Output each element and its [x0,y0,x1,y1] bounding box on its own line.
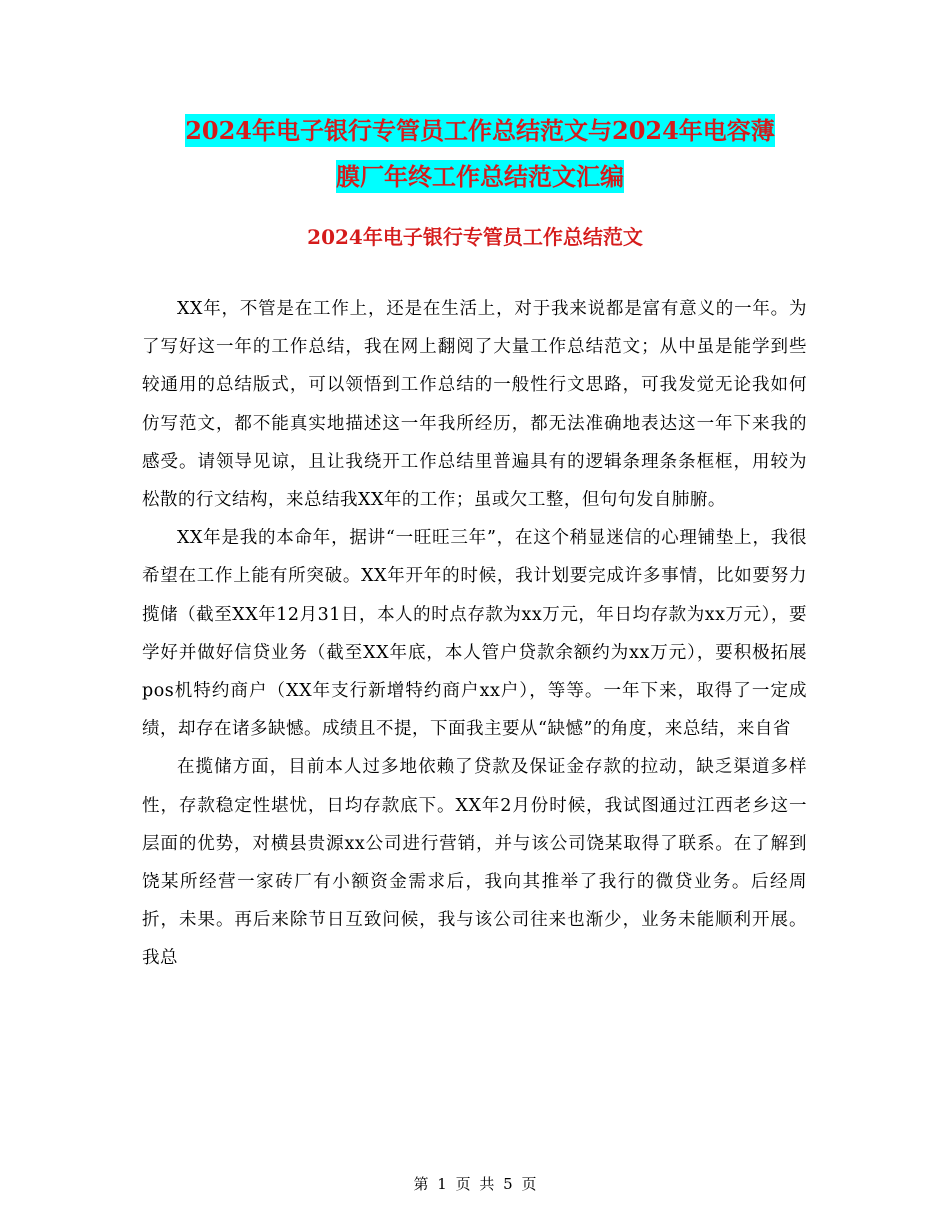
body-text [142,290,807,978]
document-title [140,108,820,200]
title-line-1: 2024年电子银行专管员工作总结范文与2024年电容薄 [185,116,775,145]
section-heading: 2024年电子银行专管员工作总结范文 [307,225,643,249]
paragraph-1: XX年，不管是在工作上，还是在生活上，对于我来说都是富有意义的一年。为了写好这一年的工作总结，我在网上翻阅了大量工作总结范文；从中虽是能学到些较通用的总结版式，可以领悟到工作总结的一般性行文思路，可我发觉无论我如何仿写范文，都不能真实地描述这一年我所经历，都无法准确地表达这一年下来我的感受。请领导见谅，且让我绕开工作总结里普遍具有的逻辑条理条条框框，用较为松散的行文结构，来总结我XX年的工作；虽或欠工整，但句句发自肺腑。 [142,299,807,511]
paragraph-2: XX年是我的本命年，据讲“一旺旺三年”，在这个稍显迷信的心理铺垫上，我很希望在工作上能有所突破。XX年开年的时候，我计划要完成许多事情，比如要努力揽储（截至XX年12月31日，本人的时点存款为xx万元，年日均存款为xx万元），要学好并做好信贷业务（截至XX年底，本人管户贷款余额约为xx万元），要积极拓展pos机特约商户（XX年支行新增特约商户xx户），等等。一年下来，取得了一定成绩，却存在诸多缺憾。成绩且不提，下面我主要从“缺憾”的角度，来总结，来自省 [142,528,807,740]
page-footer: 第 1 页 共 5 页 [413,1175,537,1193]
title-line-2: 膜厂年终工作总结范文汇编 [336,162,624,191]
paragraph-3: 在揽储方面，目前本人过多地依赖了贷款及保证金存款的拉动，缺乏渠道多样性，存款稳定性堪忧，日均存款底下。XX年2月份时候，我试图通过江西老乡这一层面的优势，对横县贵源xx公司进行营销，并与该公司饶某取得了联系。在了解到饶某所经营一家砖厂有小额资金需求后，我向其推举了我行的微贷业务。后经周折，未果。再后来除节日互致问候，我与该公司往来也渐少，业务未能顺利开展。我总 [142,757,807,969]
